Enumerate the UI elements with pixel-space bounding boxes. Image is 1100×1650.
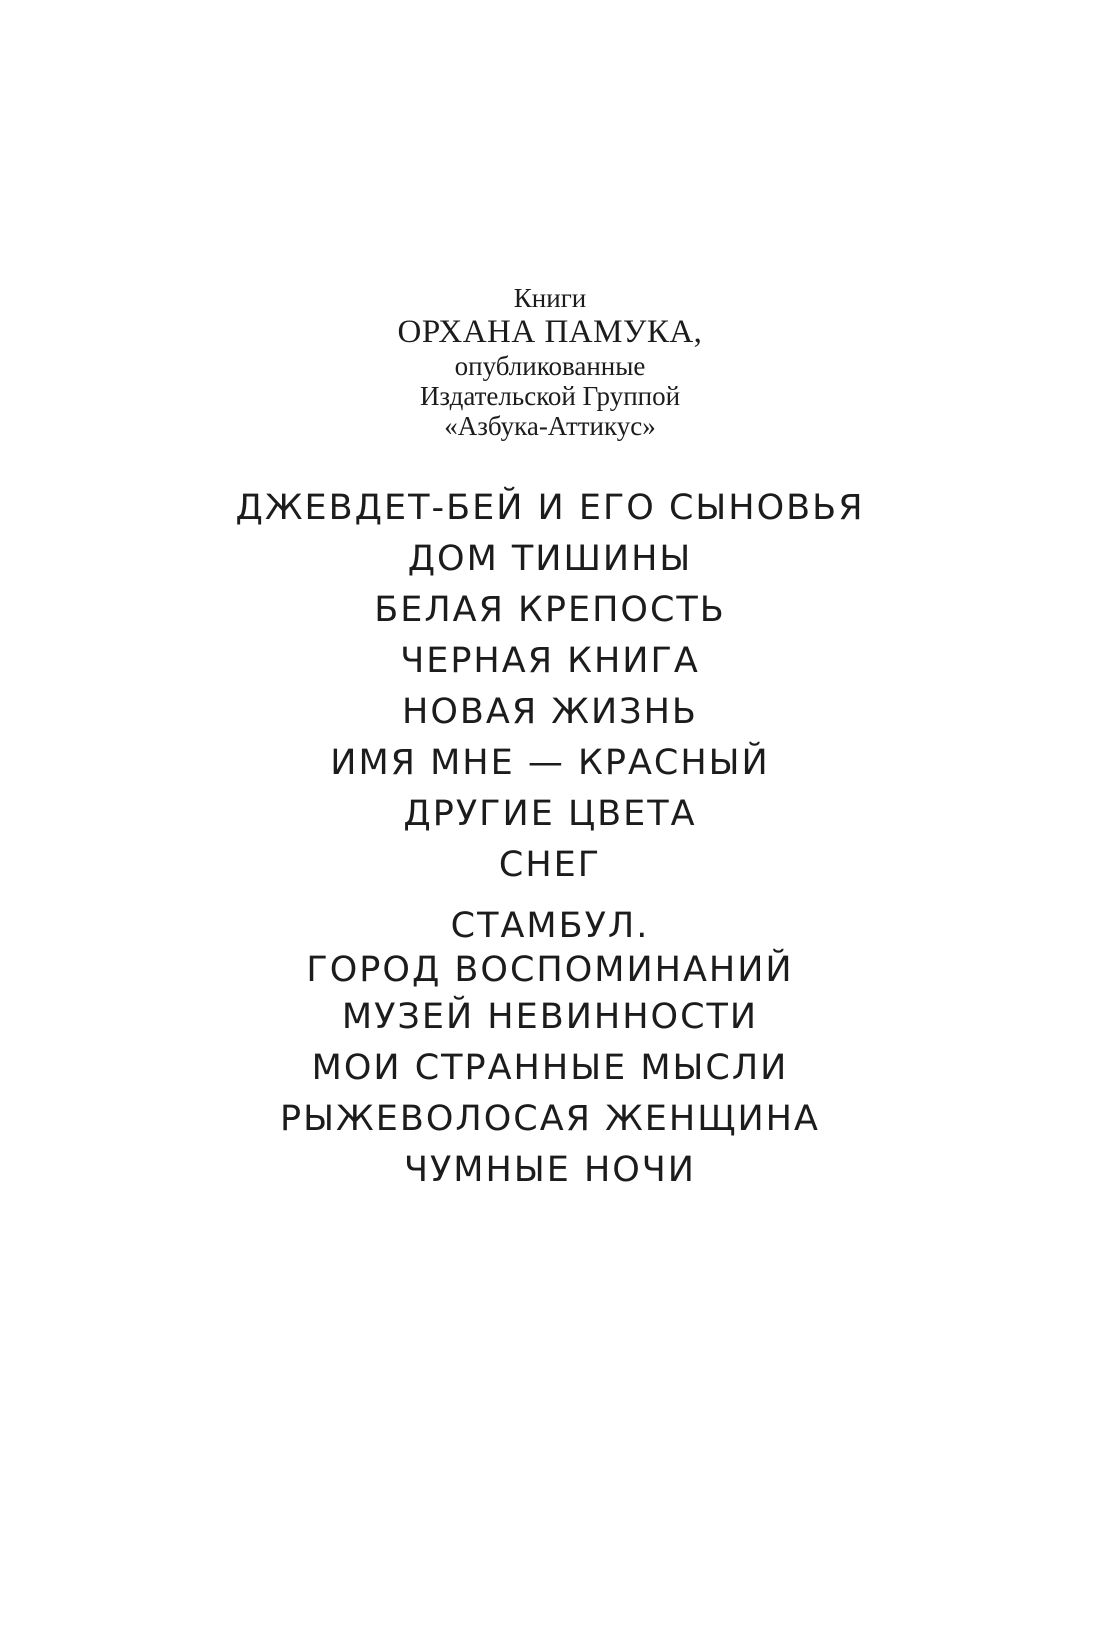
book-title: ДЖЕВДЕТ-БЕЙ И ЕГО СЫНОВЬЯ	[235, 488, 865, 528]
publisher-header	[0, 283, 1100, 441]
header-publisher-group: Издательской Группой	[419, 381, 681, 411]
book-title: ДРУГИЕ ЦВЕТА	[403, 794, 697, 834]
header-published: опубликованные	[454, 351, 646, 381]
book-title: НОВАЯ ЖИЗНЬ	[402, 692, 698, 732]
book-title: МУЗЕЙ НЕВИННОСТИ	[341, 997, 759, 1037]
book-list	[0, 483, 1100, 1196]
book-title-two-line	[0, 904, 1100, 992]
book-title-line: ГОРОД ВОСПОМИНАНИЙ	[306, 950, 794, 990]
header-books-word: Книги	[513, 283, 587, 313]
book-title: БЕЛАЯ КРЕПОСТЬ	[374, 590, 726, 630]
book-title: СНЕГ	[498, 845, 602, 885]
header-publisher-name: «Азбука-Аттикус»	[444, 411, 656, 441]
book-title: РЫЖЕВОЛОСАЯ ЖЕНЩИНА	[280, 1099, 820, 1139]
book-title-line: СТАМБУЛ.	[450, 906, 650, 946]
book-title: ДОМ ТИШИНЫ	[407, 539, 693, 579]
author-name: ОРХАНА ПАМУКА,	[397, 314, 703, 350]
book-title: ИМЯ МНЕ — КРАСНЫЙ	[330, 743, 770, 783]
book-title: ЧЕРНАЯ КНИГА	[400, 641, 700, 681]
book-title: МОИ СТРАННЫЕ МЫСЛИ	[311, 1048, 789, 1088]
book-title: ЧУМНЫЕ НОЧИ	[403, 1150, 696, 1190]
